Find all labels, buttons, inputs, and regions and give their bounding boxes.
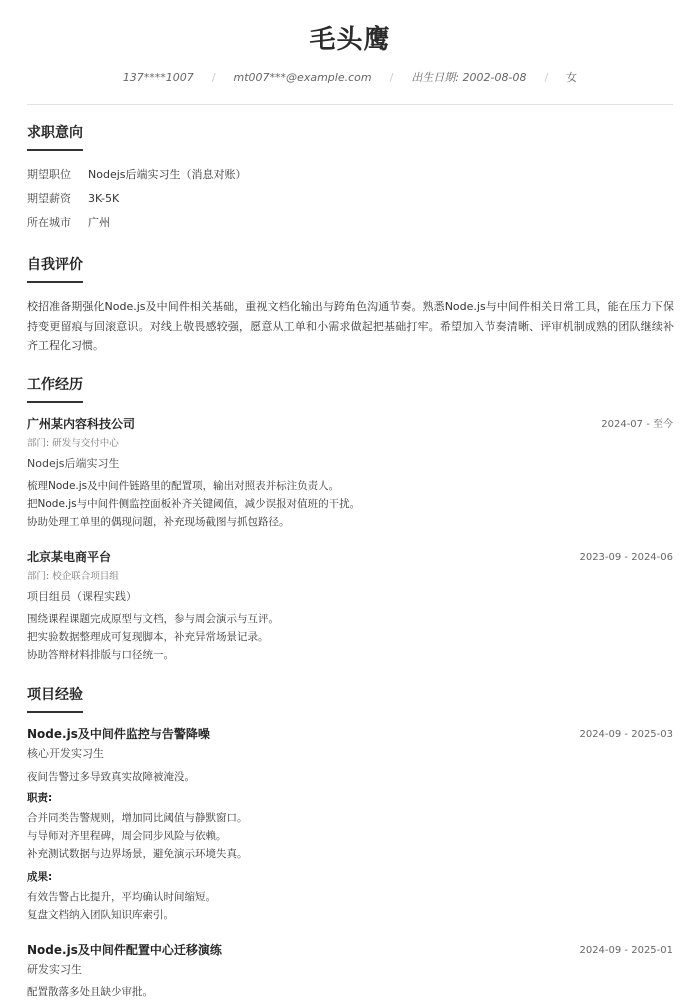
result-label: 成果: [27, 871, 53, 883]
duty-line: 梳理Node.js及中间件链路里的配置项，输出对照表并标注负责人。 [27, 480, 340, 492]
work-date: 2024-07 - 至今 [601, 419, 673, 430]
work-duties [27, 477, 360, 531]
project-role: 研发实习生 [27, 963, 82, 976]
phone-number: 137****1007 [122, 71, 194, 84]
summary-line: 配置散落多处且缺少审批。 [27, 986, 153, 998]
result-line: 复盘文档纳入团队知识库索引。 [27, 909, 174, 921]
duty-line: 把实验数据整理成可复现脚本，补充异常场景记录。 [27, 631, 269, 643]
intent-key: 期望薪资 [27, 192, 71, 205]
intent-value: 3K-5K [88, 192, 120, 205]
project-name: Node.js及中间件监控与告警降噪 [27, 727, 210, 741]
duty-line: 把Node.js与中间件侧监控面板补齐关键阈值，减少误报对值班的干扰。 [27, 498, 361, 510]
duty-line: 与导师对齐里程碑，周会同步风险与依赖。 [27, 830, 227, 842]
section-title-projects: 项目经验 [27, 685, 83, 713]
intent-item [27, 191, 119, 207]
work-date: 2023-09 - 2024-06 [579, 552, 673, 563]
section-title-self-eval: 自我评价 [27, 255, 83, 283]
section-title-intent: 求职意向 [27, 123, 83, 151]
work-duties [27, 610, 279, 664]
self-eval-text: 校招准备期强化Node.js及中间件相关基础，重视文档化输出与跨角色沟通节奏。熟悉Node.js与中间件相关日常工具，能在压力下保持变更留痕与回滚意识。对线上敬畏感较强，愿意从工单和小需求做起把基础打牢。希望加入节奏清晰、评审机制成熟的团队继续补齐工程化习惯。 [27, 300, 674, 352]
work-role: Nodejs后端实习生 [27, 457, 120, 470]
duty-line: 围绕课程课题完成原型与文档，参与周会演示与互评。 [27, 613, 279, 625]
contact-info [0, 70, 700, 86]
email-address: mt007***@example.com [233, 71, 372, 84]
duty-line: 合并同类告警规则，增加同比阈值与静默窗口。 [27, 812, 248, 824]
project-summary [27, 983, 153, 1001]
section-title-work: 工作经历 [27, 375, 83, 403]
intent-key: 期望职位 [27, 168, 71, 181]
separator: / [544, 71, 549, 84]
project-role: 核心开发实习生 [27, 747, 104, 760]
project-date: 2024-09 - 2025-03 [579, 729, 673, 740]
intent-value: Nodejs后端实习生（消息对账） [88, 168, 247, 181]
work-company: 广州某内容科技公司 [27, 417, 136, 431]
duty-line: 协助处理工单里的偶现问题，补充现场截图与抓包路径。 [27, 516, 290, 528]
work-dept: 部门: 校企联合项目组 [27, 571, 119, 582]
duty-line: 补充测试数据与边界场景，避免演示环境失真。 [27, 848, 248, 860]
project-results [27, 888, 216, 924]
duty-line: 协助答辩材料排版与口径统一。 [27, 649, 174, 661]
project-date: 2024-09 - 2025-01 [579, 945, 673, 956]
project-name: Node.js及中间件配置中心迁移演练 [27, 943, 222, 957]
intent-item [27, 167, 247, 183]
intent-item [27, 215, 110, 231]
intent-value: 广州 [88, 216, 110, 229]
summary-line: 夜间告警过多导致真实故障被淹没。 [27, 771, 195, 783]
work-role: 项目组员（课程实践） [27, 590, 137, 603]
work-dept: 部门: 研发与交付中心 [27, 438, 119, 449]
header-divider [27, 104, 673, 105]
separator: / [211, 71, 216, 84]
separator: / [389, 71, 394, 84]
project-summary [27, 768, 195, 786]
intent-key: 所在城市 [27, 216, 71, 229]
duty-label: 职责: [27, 792, 53, 804]
result-line: 有效告警占比提升，平均确认时间缩短。 [27, 891, 216, 903]
candidate-name: 毛头鹰 [309, 25, 391, 55]
birth-date: 出生日期: 2002-08-08 [411, 71, 527, 84]
work-company: 北京某电商平台 [27, 550, 112, 564]
project-duties [27, 809, 248, 863]
gender: 女 [566, 71, 578, 84]
